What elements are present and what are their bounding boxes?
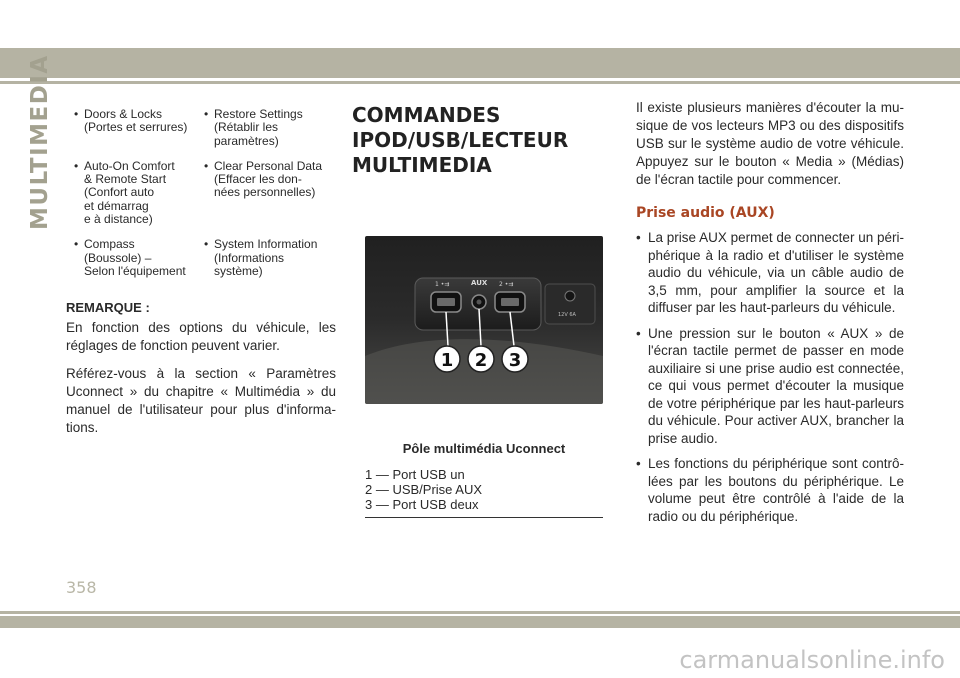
- page-number: 358: [66, 578, 97, 597]
- side-section-title: MULTIMEDIA: [27, 54, 53, 230]
- usb-2-symbol: 2 •⇉: [499, 281, 514, 288]
- settings-list-item: [66, 160, 196, 226]
- aux-port-label: AUX: [471, 279, 488, 287]
- reference-text: Référez-vous à la section « Paramètres Uconnect » du chapitre « Multimédia » du manuel de l'utilisateur pour plus d'informa-tions.: [66, 366, 336, 436]
- remark-heading: REMARQUE :: [66, 300, 150, 316]
- settings-list: [66, 108, 336, 278]
- header-rule: [0, 81, 960, 84]
- aux-bullet: • La prise AUX permet de connecter un péri-phérique à la radio et d'utiliser le système audio du véhicule, via un câble audio de 3,5 mm, pour amplifier la source et la diffuser par les haut-parleurs du véhicule.: [636, 229, 904, 317]
- power-outlet-label: 12V 6A: [558, 312, 576, 318]
- legend-item: 2 — USB/Prise AUX: [365, 482, 483, 497]
- figure-legend: [365, 467, 603, 512]
- footer-rule: [0, 611, 960, 614]
- aux-bullet: • Les fonctions du périphérique sont contrô-lées par les boutons du périphérique. Le volume peut être contrôlé à l'aide de la radio ou du périphérique.: [636, 455, 904, 525]
- header-band: [0, 48, 960, 78]
- media-hub-photo: [365, 236, 603, 404]
- settings-list-item: [66, 238, 196, 278]
- callout-number: 3: [508, 350, 522, 371]
- legend-rule: [365, 517, 603, 518]
- settings-item-label: Auto-On Comfort & Remote Start (Confort auto et démarrag e à distance): [84, 158, 175, 227]
- aux-bullet: • Une pression sur le bouton « AUX » de l'écran tactile permet de passer en mode auxiliaire si une prise audio est connectée, ce qui vous permet d'écouter la musique de votre périphérique par les haut-parleurs du véhicule. Pour activer AUX, brancher la prise audio.: [636, 325, 904, 448]
- settings-list-item: [66, 108, 196, 148]
- figure-caption-title: Pôle multimédia Uconnect: [402, 441, 566, 456]
- settings-item-label: System Information (Informations système): [214, 237, 318, 278]
- settings-item-label: Clear Personal Data (Effacer les don- nées personnelles): [214, 158, 323, 200]
- remark-text: En fonction des options du véhicule, les réglages de fonction peuvent varier.: [66, 320, 336, 354]
- footer-band: [0, 616, 960, 628]
- usb-1-symbol: 1 •⇉: [435, 281, 450, 288]
- settings-item-label: Doors & Locks (Portes et serrures): [84, 107, 188, 135]
- settings-item-label: Compass (Boussole) – Selon l'équipement: [84, 237, 186, 278]
- aux-bullet-list: [636, 229, 904, 525]
- settings-list-item: [196, 238, 336, 278]
- watermark: carmanualsonline.info: [679, 646, 945, 674]
- right-column: [636, 99, 904, 533]
- settings-list-item: [196, 108, 336, 148]
- legend-item: 3 — Port USB deux: [365, 497, 479, 512]
- legend-item: 1 — Port USB un: [365, 467, 465, 482]
- left-column: [66, 108, 336, 437]
- section-heading: COMMANDES IPOD/USB/LECTEUR MULTIMEDIA: [352, 103, 569, 177]
- intro-text: Il existe plusieurs manières d'écouter la mu-sique de vos lecteurs MP3 ou des dispositifs USB sur le système audio de votre véhicule. Appuyez sur le bouton « Media » (Médias) de l'écran tactile pour commencer.: [636, 100, 904, 187]
- settings-item-label: Restore Settings (Rétablir les paramètres): [214, 107, 303, 148]
- aux-heading: Prise audio (AUX): [636, 205, 775, 221]
- callout-number: 2: [474, 350, 488, 371]
- settings-list-item: [196, 160, 336, 226]
- callout-number: 1: [440, 350, 454, 371]
